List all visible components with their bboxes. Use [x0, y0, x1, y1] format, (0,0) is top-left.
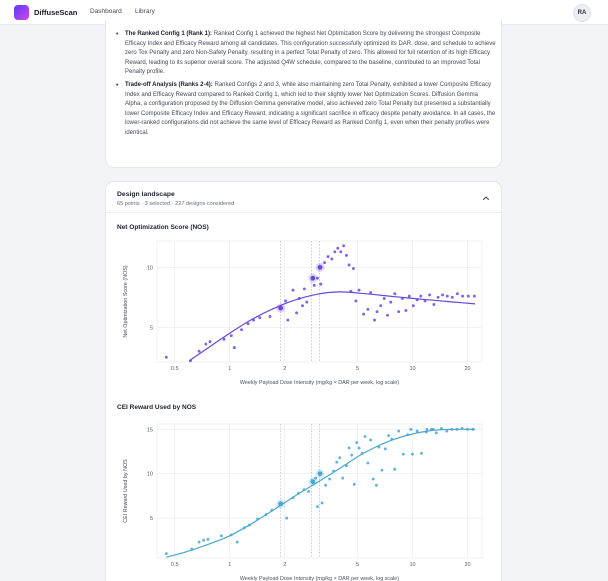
cei-y-axis-label: CEI Reward Used by NOS	[123, 459, 129, 523]
summary-item-text: Ranked Configs 2 and 3, while also maintaining zero Total Penalty, exhibited a lower Composite Efficacy Index and Efficacy Reward compared to Ranked Config 1, which led to their slightly lower Net Optimization Scores. Diffusion Gemma Alpha, a configuration proposed by the Diffusion Gemma generative model, also achieved zero Total Penalty but presented a substantially lower Composite Efficacy Index and Efficacy Reward, indicating a significant sacrifice in efficacy despite penalty avoidance. In all cases, the lower-ranked configurations did not achieve the same level of Efficacy Reward as Ranked Config 1, even when their penalty profiles were identical.	[125, 81, 496, 136]
cei-y-tick-label: 10	[146, 471, 153, 478]
cei-x-tick-label: 0.5	[170, 562, 179, 568]
cei-y-tick-label: 5	[149, 516, 153, 523]
brand-name[interactable]: DiffuseScan	[34, 8, 78, 17]
cei-x-tick-label: 1	[228, 562, 232, 568]
nav-library-link[interactable]: Library	[135, 8, 155, 15]
summary-item-heading: Trade-off Analysis (Ranks 2-4):	[125, 81, 213, 88]
summary-item-text: Ranked Config 1 achieved the highest Net Optimization Score by delivering the strongest Composite Efficacy Index and Efficacy Reward among all candidates. This configuration successfully optimized its DAR, dose, and schedule to achieve zero Tox Penalty and zero Non-Safety Penalty, resulting in a perfect Total Penalty of zero. This allowed for full retention of its high Efficacy Reward, leading to its superior overall score. The adjusted Q4W schedule, compared to the baseline, contributed to an improved Total Penalty profile.	[125, 31, 496, 76]
design-landscape-subtitle: 65 points · 3 selected · 227 designs considered	[117, 201, 235, 207]
user-avatar[interactable]: RA	[573, 4, 591, 22]
summary-list	[116, 30, 496, 142]
summary-item-heading: The Ranked Config 1 (Rank 1):	[125, 31, 213, 37]
summary-item-rank-1	[116, 30, 496, 78]
nos-y-tick-label: 5	[149, 325, 153, 332]
cei-x-tick-label: 2	[283, 562, 287, 568]
cei-x-tick-label: 20	[464, 562, 471, 568]
summary-item-tradeoff	[116, 81, 496, 139]
app-logo-icon[interactable]	[14, 5, 29, 20]
design-landscape-card	[105, 181, 502, 581]
nos-x-tick-label: 1	[228, 366, 232, 372]
nos-x-tick-label: 5	[355, 366, 360, 372]
cei-y-tick-label: 15	[146, 427, 153, 434]
card-divider	[106, 212, 501, 213]
nos-chart-title: Net Optimization Score (NOS)	[117, 224, 209, 231]
nos-y-tick-label: 10	[146, 265, 153, 272]
design-landscape-title: Design landscape	[117, 191, 175, 198]
nos-y-axis-label: Net Optimization Score (NOS)	[123, 265, 129, 338]
chevron-up-icon[interactable]	[480, 192, 492, 204]
cei-x-tick-label: 10	[409, 562, 416, 568]
nos-x-tick-label: 20	[464, 366, 471, 372]
cei-x-tick-label: 5	[355, 562, 360, 568]
nos-x-axis-label: Weekly Payload Dose Intensity (mg/kg × DAR per week, log scale)	[239, 380, 400, 386]
cei-chart-title: CEI Reward Used by NOS	[117, 404, 197, 411]
nos-x-tick-label: 2	[283, 366, 287, 372]
analysis-summary-card	[105, 20, 502, 168]
nos-x-tick-label: 0.5	[170, 366, 179, 372]
nav-dashboard-link[interactable]: Dashboard	[90, 8, 122, 15]
nos-x-tick-label: 10	[409, 366, 416, 372]
cei-x-axis-label: Weekly Payload Dose Intensity (mg/kg × DAR per week, log scale)	[239, 576, 400, 581]
